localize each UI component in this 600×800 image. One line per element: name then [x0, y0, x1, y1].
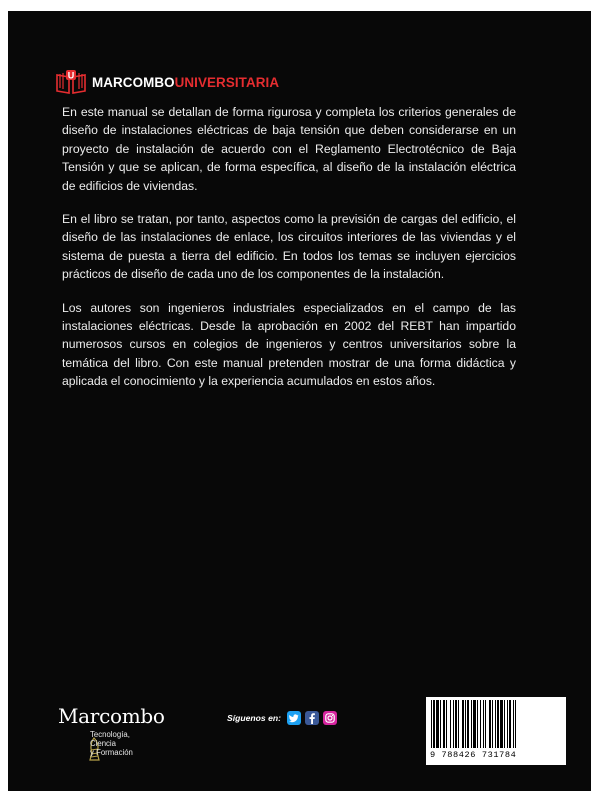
barcode-bar [492, 700, 493, 748]
tagline-line-2: Ciencia [90, 739, 117, 748]
series-name-part2: UNIVERSITARIA [174, 74, 280, 90]
barcode-bar [504, 700, 505, 748]
barcode-bar [433, 700, 435, 748]
barcode-bar [440, 700, 441, 748]
barcode-bar [465, 700, 466, 748]
barcode-bar [473, 700, 476, 748]
emblem-letter: U [67, 70, 75, 81]
barcode-bar [483, 700, 484, 748]
barcode-bar [515, 700, 516, 748]
barcode-bar [477, 700, 478, 748]
tagline-line-1: Tecnología, [90, 730, 130, 739]
barcode-bar [495, 700, 496, 748]
barcode-bar [450, 700, 451, 748]
barcode-bar [471, 700, 472, 748]
barcode-bar [497, 700, 499, 748]
instagram-icon[interactable] [323, 711, 337, 725]
twitter-icon[interactable] [287, 711, 301, 725]
barcode-bar [443, 700, 445, 748]
barcode-bar [500, 700, 503, 748]
description-paragraph-1: En este manual se detallan de forma rigurosa y completa los criterios generales de diseño de instalaciones eléctricas de baja tensión que deben considerarse en un proyecto de instalación de acuerdo con el Reglamento Electrotécnico de Baja Tensión y que se aplican, de forma específica, al diseño de la instalación eléctrica de edificios de viviendas. [62, 105, 516, 193]
social-label: Síguenos en: [227, 713, 281, 723]
facebook-icon[interactable] [305, 711, 319, 725]
series-name [92, 75, 279, 90]
book-description [62, 103, 516, 406]
barcode-bar [458, 700, 459, 748]
tagline-line-3: y Formación [90, 748, 133, 757]
barcode-bar [453, 700, 454, 748]
barcode-bar [513, 700, 514, 748]
publisher-logo [52, 706, 182, 766]
barcode-bar [431, 700, 432, 748]
barcode-bar [489, 700, 491, 748]
description-paragraph-2: En el libro se tratan, por tanto, aspectos como la previsión de cargas del edificio, el diseño de las instalaciones de enlace, los circuitos interiores de las viviendas y el sistema de puesta a tierra del edificio. En todos los temas se incluyen ejercicios prácticos de diseño de cada uno de los componentes de la instalación. [62, 212, 516, 282]
barcode-bar [467, 700, 469, 748]
publisher-tagline [90, 730, 133, 757]
social-links [227, 711, 341, 725]
barcode-bar [485, 700, 486, 748]
book-emblem-icon [54, 67, 88, 97]
barcode-bar [507, 700, 508, 748]
series-logo [54, 65, 279, 99]
barcode-bar [480, 700, 481, 748]
barcode-bar [462, 700, 464, 748]
barcode-bar [509, 700, 511, 748]
isbn-barcode [426, 697, 566, 765]
barcode-graphic [429, 700, 563, 750]
isbn-number: 9 788426 731784 [430, 750, 517, 760]
barcode-bar [455, 700, 457, 748]
barcode-bar [436, 700, 439, 748]
publisher-brand: Marcombo [58, 704, 165, 728]
description-paragraph-3: Los autores son ingenieros industriales especializados en el campo de las instalaciones eléctricas. Desde la aprobación en 2002 del REBT han impartido numerosos cursos en colegios de ingenieros y centros universitarios sobre la temática del libro. Con este manual pretenden mostrar de una forma didáctica y aplicada el conocimiento y la experiencia acumulados en estos años. [62, 300, 516, 389]
series-name-part1: MARCOMBO [92, 74, 175, 90]
barcode-bar [446, 700, 447, 748]
